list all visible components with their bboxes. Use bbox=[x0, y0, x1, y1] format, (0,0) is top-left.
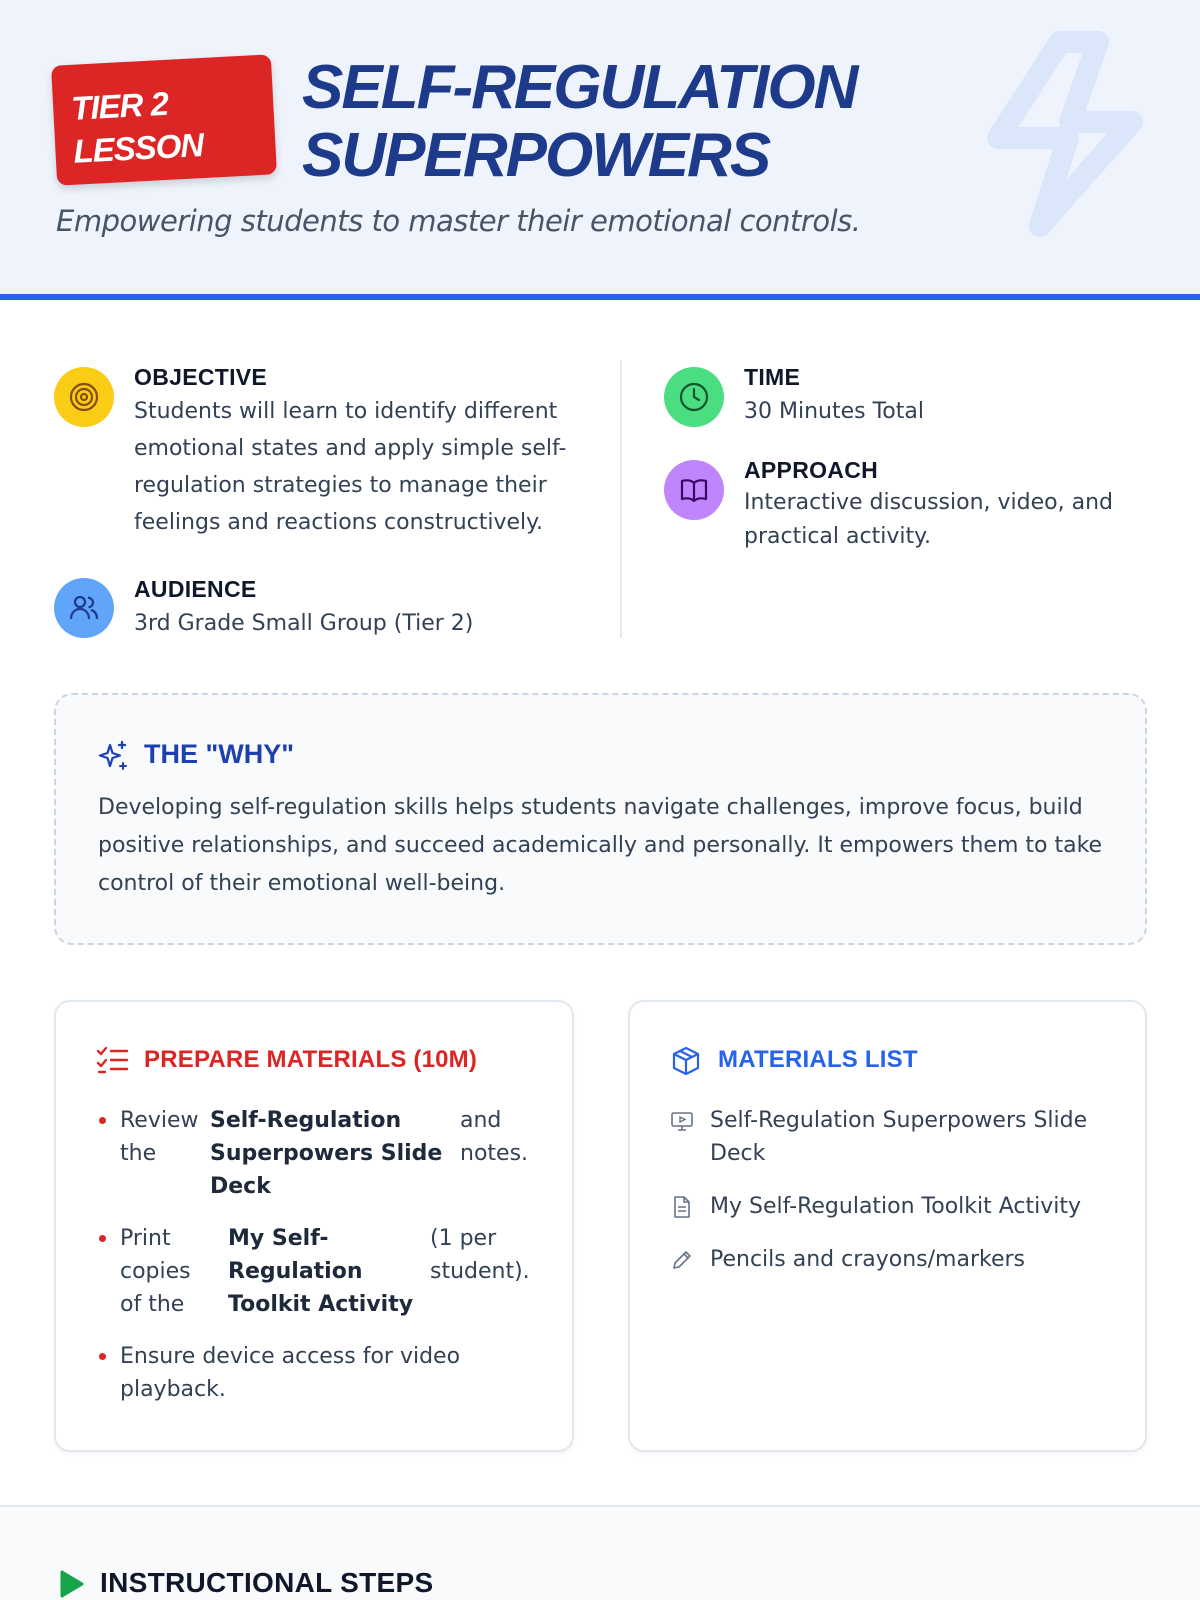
instructional-steps-section bbox=[0, 1505, 1200, 1600]
sparkles-icon bbox=[96, 739, 130, 773]
material-label: My Self-Regulation Toolkit Activity bbox=[710, 1194, 1082, 1219]
list-item bbox=[670, 1104, 1110, 1170]
prep-item-bold: My Self-Regulation Toolkit Activity bbox=[228, 1226, 414, 1317]
title-line1: SELF-REGULATION bbox=[302, 53, 857, 122]
audience-text: 3rd Grade Small Group (Tier 2) bbox=[134, 611, 474, 636]
materials-list-card bbox=[628, 1000, 1147, 1452]
time-text: 30 Minutes Total bbox=[744, 399, 924, 424]
list-item bbox=[96, 1222, 536, 1321]
prep-item-bold: Self-Regulation Superpowers Slide Deck bbox=[210, 1108, 443, 1199]
lesson-header bbox=[0, 0, 1200, 300]
why-text: Developing self-regulation skills helps students navigate challenges, improve focus, build positive relationships, and succeed academically and personally. It empowers them to take control of their emotional well-being. bbox=[98, 795, 1103, 896]
presentation-icon bbox=[670, 1104, 710, 1137]
lightning-bolt-icon bbox=[970, 30, 1170, 240]
tier-badge-line1: TIER 2 bbox=[70, 84, 169, 127]
steps-title: INSTRUCTIONAL STEPS bbox=[100, 1567, 434, 1598]
box-icon bbox=[670, 1045, 702, 1077]
material-label: Self-Regulation Superpowers Slide Deck bbox=[710, 1108, 1088, 1166]
book-icon bbox=[664, 460, 724, 520]
objective-block bbox=[134, 364, 574, 541]
approach-block bbox=[744, 457, 1144, 554]
prep-item-text: Ensure device access for video playback. bbox=[120, 1344, 461, 1402]
objective-text: Students will learn to identify different emotional states and apply simple self-regulation strategies to manage their feelings and reactions constructively. bbox=[134, 399, 567, 535]
prep-item-post: (1 per student). bbox=[430, 1226, 530, 1284]
list-item bbox=[670, 1190, 1110, 1223]
checklist-icon bbox=[96, 1045, 130, 1075]
clock-icon bbox=[664, 367, 724, 427]
time-block bbox=[744, 364, 1144, 430]
material-label: Pencils and crayons/markers bbox=[710, 1247, 1025, 1272]
why-title: THE "WHY" bbox=[144, 739, 295, 769]
page-subtitle: Empowering students to master their emotional controls. bbox=[56, 204, 861, 238]
approach-text: Interactive discussion, video, and practical activity. bbox=[744, 490, 1113, 549]
prep-item-text: Print copies of the bbox=[120, 1226, 191, 1317]
list-item bbox=[96, 1104, 536, 1203]
target-icon bbox=[54, 367, 114, 427]
prepare-list bbox=[96, 1104, 536, 1425]
page-title bbox=[302, 54, 942, 190]
objective-label: OBJECTIVE bbox=[134, 364, 268, 390]
prep-item-text: Review the bbox=[120, 1108, 199, 1166]
approach-label: APPROACH bbox=[744, 457, 879, 483]
users-icon bbox=[54, 578, 114, 638]
document-icon bbox=[670, 1190, 710, 1223]
prep-item-post: and notes. bbox=[460, 1108, 529, 1166]
prepare-materials-card bbox=[54, 1000, 574, 1452]
why-section bbox=[54, 693, 1147, 945]
title-line2: SUPERPOWERS bbox=[302, 121, 770, 190]
tier-badge bbox=[51, 54, 277, 185]
audience-block bbox=[134, 576, 594, 642]
prepare-title: PREPARE MATERIALS (10M) bbox=[144, 1046, 478, 1073]
pencil-icon bbox=[670, 1243, 710, 1276]
list-item bbox=[670, 1243, 1110, 1276]
play-icon bbox=[58, 1569, 86, 1599]
tier-badge-line2: LESSON bbox=[72, 126, 205, 170]
list-item bbox=[96, 1340, 536, 1406]
time-label: TIME bbox=[744, 364, 801, 390]
audience-label: AUDIENCE bbox=[134, 576, 257, 602]
column-divider bbox=[620, 360, 622, 638]
materials-list bbox=[670, 1104, 1110, 1296]
materials-title: MATERIALS LIST bbox=[718, 1046, 918, 1073]
